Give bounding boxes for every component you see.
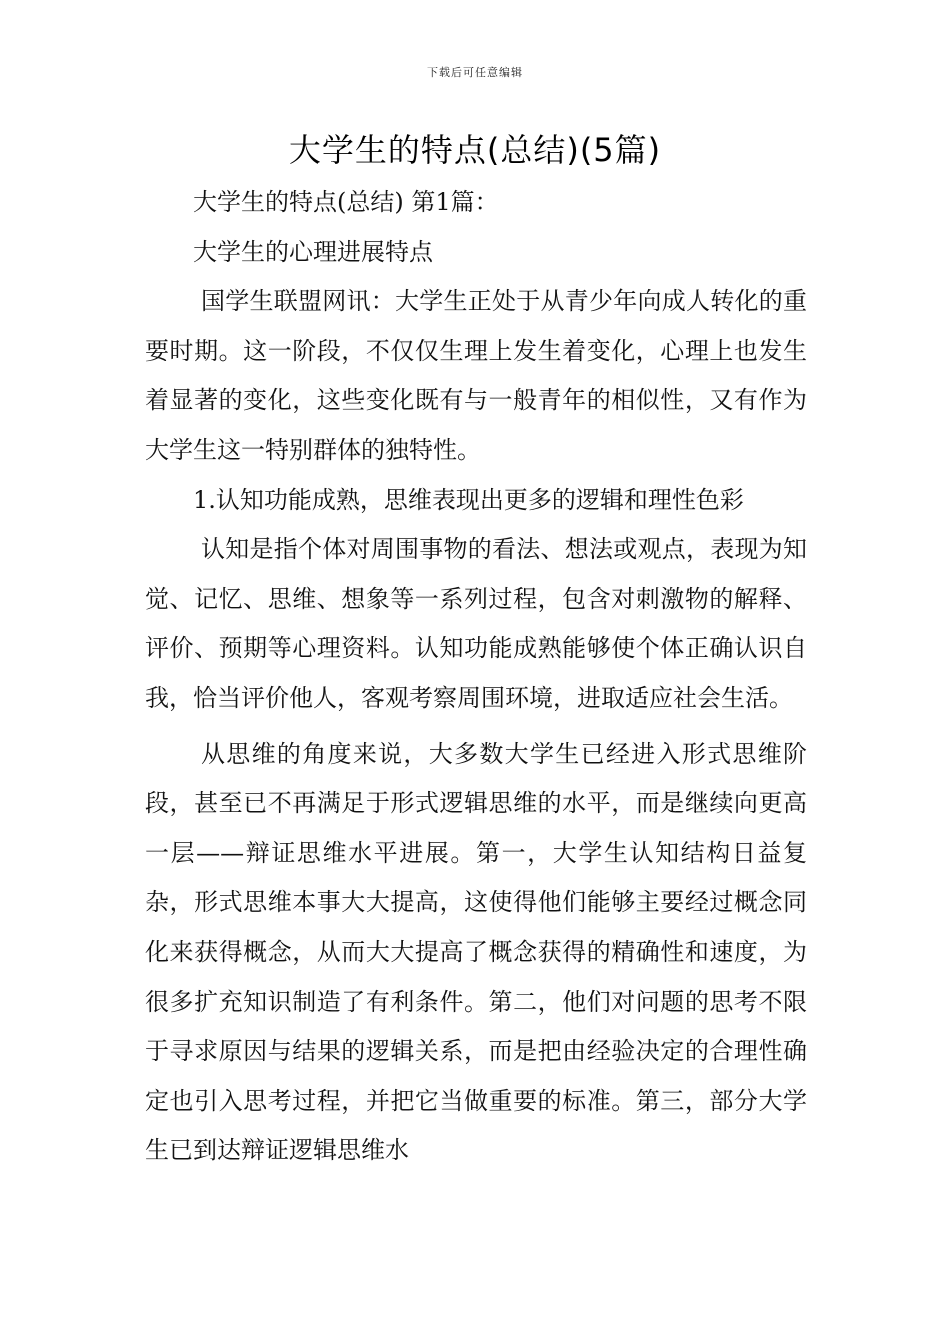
- document-body: [145, 178, 807, 1176]
- body-paragraph: 认知是指个体对周围事物的看法、想法或观点，表现为知觉、记忆、思维、想象等一系列过程，包含对刺激物的解释、评价、预期等心理资料。认知功能成熟能够使个体正确认识自我，恰当评价他人，客观考察周围环境，进取适应社会生活。: [145, 535, 807, 712]
- document-title: 大学生的特点(总结)(5篇): [288, 131, 662, 169]
- body-paragraph: 国学生联盟网讯：大学生正处于从青少年向成人转化的重要时期。这一阶段，不仅仅生理上发生着变化，心理上也发生着显著的变化，这些变化既有与一般青年的相似性，又有作为大学生这一特别群体的独特性。: [145, 287, 807, 464]
- numbered-heading: 1.认知功能成熟，思维表现出更多的逻辑和理性色彩: [193, 485, 744, 514]
- body-paragraph: 从思维的角度来说，大多数大学生已经进入形式思维阶段，甚至已不再满足于形式逻辑思维的水平，而是继续向更高一层——辩证思维水平进展。第一，大学生认知结构日益复杂，形式思维本事大大提高，这使得他们能够主要经过概念同化来获得概念，从而大大提高了概念获得的精确性和速度，为很多扩充知识制造了有利条件。第二，他们对问题的思考不限于寻求原因与结果的逻辑关系，而是把由经验决定的合理性确定也引入思考过程，并把它当做重要的标准。第三，部分大学生已到达辩证逻辑思维水: [145, 739, 807, 1165]
- subsection-heading: 大学生的心理进展特点: [193, 237, 433, 266]
- header-note: 下载后可任意编辑: [427, 66, 523, 79]
- section-heading: 大学生的特点(总结) 第1篇：: [193, 188, 499, 216]
